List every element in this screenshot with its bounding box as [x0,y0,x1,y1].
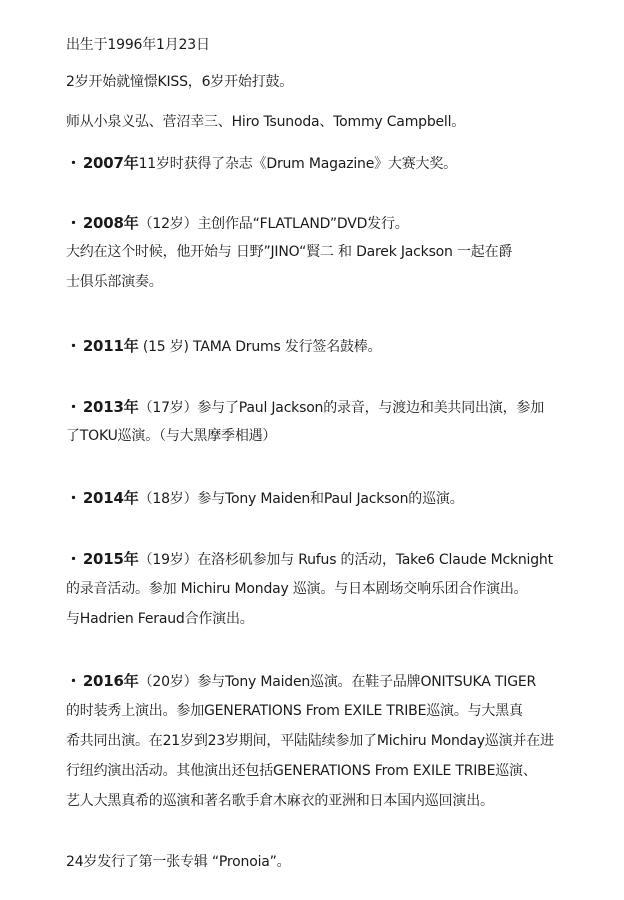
entry-2015-line-2: 的录音活动。参加 Michiru Monday 巡演。与日本剧场交响乐团合作演出。 [66,581,528,597]
entry-2008 [66,214,606,233]
teachers-line: 师从小泉义弘、菅沼幸三、Hiro Tsunoda、Tommy Campbell。 [66,114,466,130]
bullet-mark: ・ [66,489,81,507]
entry-2016-line-2: 的时装秀上演出。参加GENERATIONS From EXILE TRIBE巡演。与大黑真 [66,703,523,719]
entry-year: 2014年 [82,489,139,507]
entry-year: 2015年 [82,550,139,568]
entry-text: (15 岁) TAMA Drums 发行签名鼓棒。 [138,339,382,355]
album-line: 24岁发行了第一张专辑 “Pronoia”。 [66,854,291,870]
entry-2011 [66,337,606,356]
birth-line: 出生于1996年1月23日 [66,37,210,53]
entry-2016 [66,672,606,691]
entry-text: 11岁时获得了杂志《Drum Magazine》大赛大奖。 [138,156,457,172]
entry-2014 [66,489,606,508]
entry-2016-line-3: 希共同出演。在21岁到23岁期间，平陆陆续参加了Michiru Monday巡演并在进 [66,733,554,749]
bullet-mark: ・ [66,214,81,232]
entry-2007 [66,154,606,173]
entry-text: （17岁）参与了Paul Jackson的录音，与渡边和美共同出演，参加 [138,400,545,416]
entry-2016-line-5: 艺人大黑真希的巡演和著名歌手倉木麻衣的亚洲和日本国内巡回演出。 [66,793,494,809]
entry-text: （18岁）参与Tony Maiden和Paul Jackson的巡演。 [138,491,464,507]
bullet-mark: ・ [66,550,81,568]
entry-text: （20岁）参与Tony Maiden巡演。在鞋子品牌ONITSUKA TIGER [138,674,537,690]
entry-2015 [66,550,606,569]
entry-year: 2013年 [82,398,139,416]
entry-2016-line-4: 行纽约演出活动。其他演出还包括GENERATIONS From EXILE TRIBE巡演、 [66,763,537,779]
entry-year: 2008年 [82,214,139,232]
entry-2008-line-3: 士俱乐部演奏。 [66,274,163,290]
entry-2008-line-2: 大约在这个时候，他开始与 日野”JINO“賢二 和 Darek Jackson 一起在爵 [66,244,513,260]
bullet-mark: ・ [66,154,81,172]
entry-year: 2007年 [82,154,139,172]
bullet-mark: ・ [66,337,81,355]
entry-year: 2016年 [82,672,139,690]
entry-2015-line-3: 与Hadrien Feraud合作演出。 [66,611,254,627]
kiss-line: 2岁开始就憧憬KISS，6岁开始打鼓。 [66,74,294,90]
entry-2013 [66,398,606,417]
bullet-mark: ・ [66,398,81,416]
entry-text: （12岁）主创作品“FLATLAND”DVD发行。 [138,216,409,232]
entry-2013-line-2: 了TOKU巡演。（与大黑摩季相遇） [66,428,277,444]
entry-text: （19岁）在洛杉矶参加与 Rufus 的活动，Take6 Claude Mcknight [138,552,553,568]
bullet-mark: ・ [66,672,81,690]
entry-year: 2011年 [82,337,139,355]
